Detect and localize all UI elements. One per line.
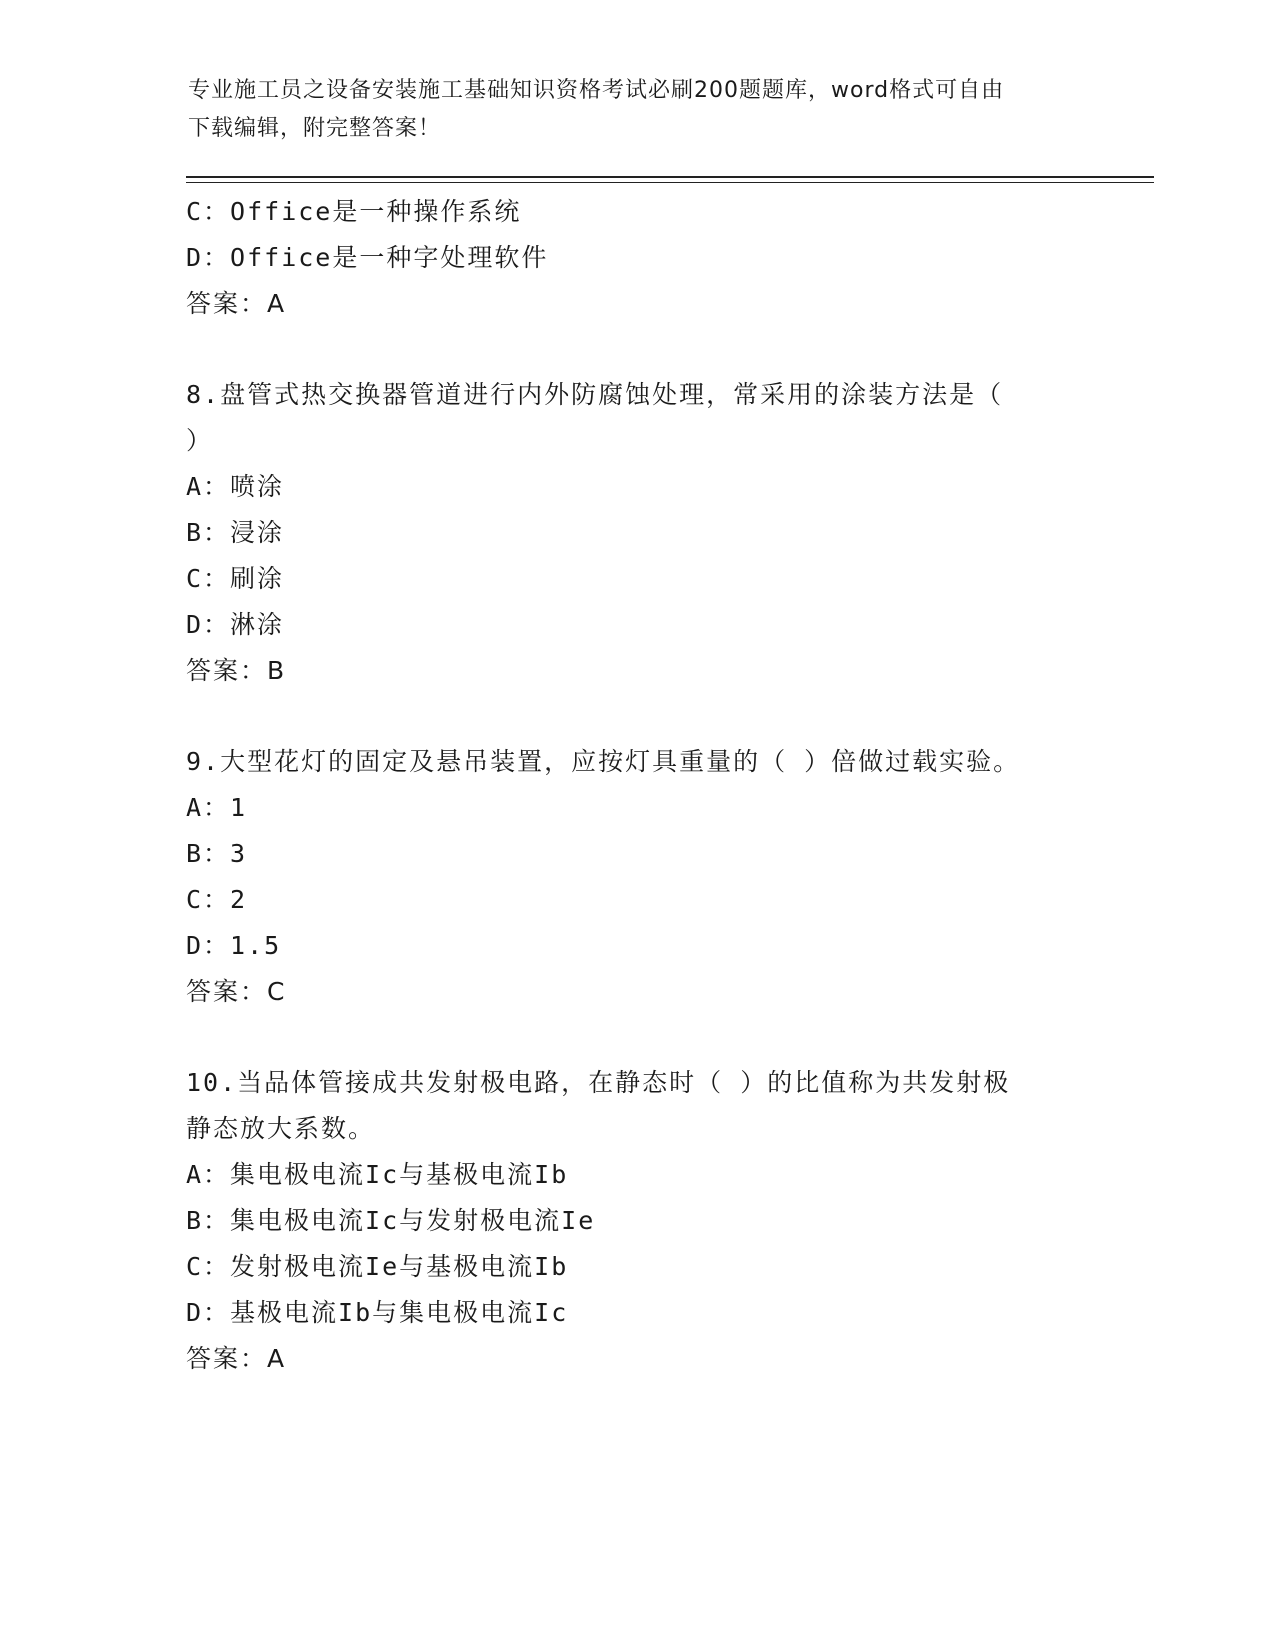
header-divider-thick <box>186 176 1154 178</box>
question-content <box>186 189 1086 1382</box>
option-d: D：基极电流Ib与集电极电流Ic <box>186 1298 569 1327</box>
question-stem: 8.盘管式热交换器管道进行内外防腐蚀处理，常采用的涂装方法是（ <box>186 380 1004 409</box>
option-c: C：刷涂 <box>186 564 285 593</box>
option-a: A：喷涂 <box>186 472 285 501</box>
option-c: C：Office是一种操作系统 <box>186 197 522 226</box>
question-stem: 10.当品体管接成共发射极电路，在静态时（ ）的比值称为共发射极 <box>186 1068 1011 1097</box>
header-divider-thin <box>186 182 1154 183</box>
question-stem: 9.大型花灯的固定及悬吊装置，应按灯具重量的（ ）倍做过载实验。 <box>186 747 1021 776</box>
option-d: D：淋涂 <box>186 610 285 639</box>
answer-line: 答案：A <box>186 1344 287 1373</box>
option-b: B：3 <box>186 839 248 868</box>
question-block-8 <box>186 372 1086 694</box>
document-header <box>188 72 1088 148</box>
question-block-7 <box>186 189 1086 327</box>
option-c: C：发射极电流Ie与基极电流Ib <box>186 1252 569 1281</box>
option-b: B：浸涂 <box>186 518 285 547</box>
option-d: D：Office是一种字处理软件 <box>186 243 549 272</box>
option-d: D：1.5 <box>186 931 282 960</box>
option-a: A：集电极电流Ic与基极电流Ib <box>186 1160 569 1189</box>
option-c: C：2 <box>186 885 248 914</box>
question-stem-continued: ） <box>186 426 214 455</box>
question-block-10 <box>186 1060 1086 1382</box>
option-a: A：1 <box>186 793 248 822</box>
header-line-1: 专业施工员之设备安装施工基础知识资格考试必刷200题题库，word格式可自由 <box>188 78 1005 103</box>
option-b: B：集电极电流Ic与发射极电流Ie <box>186 1206 596 1235</box>
question-block-9 <box>186 739 1086 1015</box>
answer-line: 答案：A <box>186 289 287 318</box>
question-stem-continued: 静态放大系数。 <box>186 1114 376 1143</box>
header-line-2: 下载编辑，附完整答案！ <box>188 116 442 141</box>
answer-line: 答案：C <box>186 977 287 1006</box>
answer-line: 答案：B <box>186 656 287 685</box>
